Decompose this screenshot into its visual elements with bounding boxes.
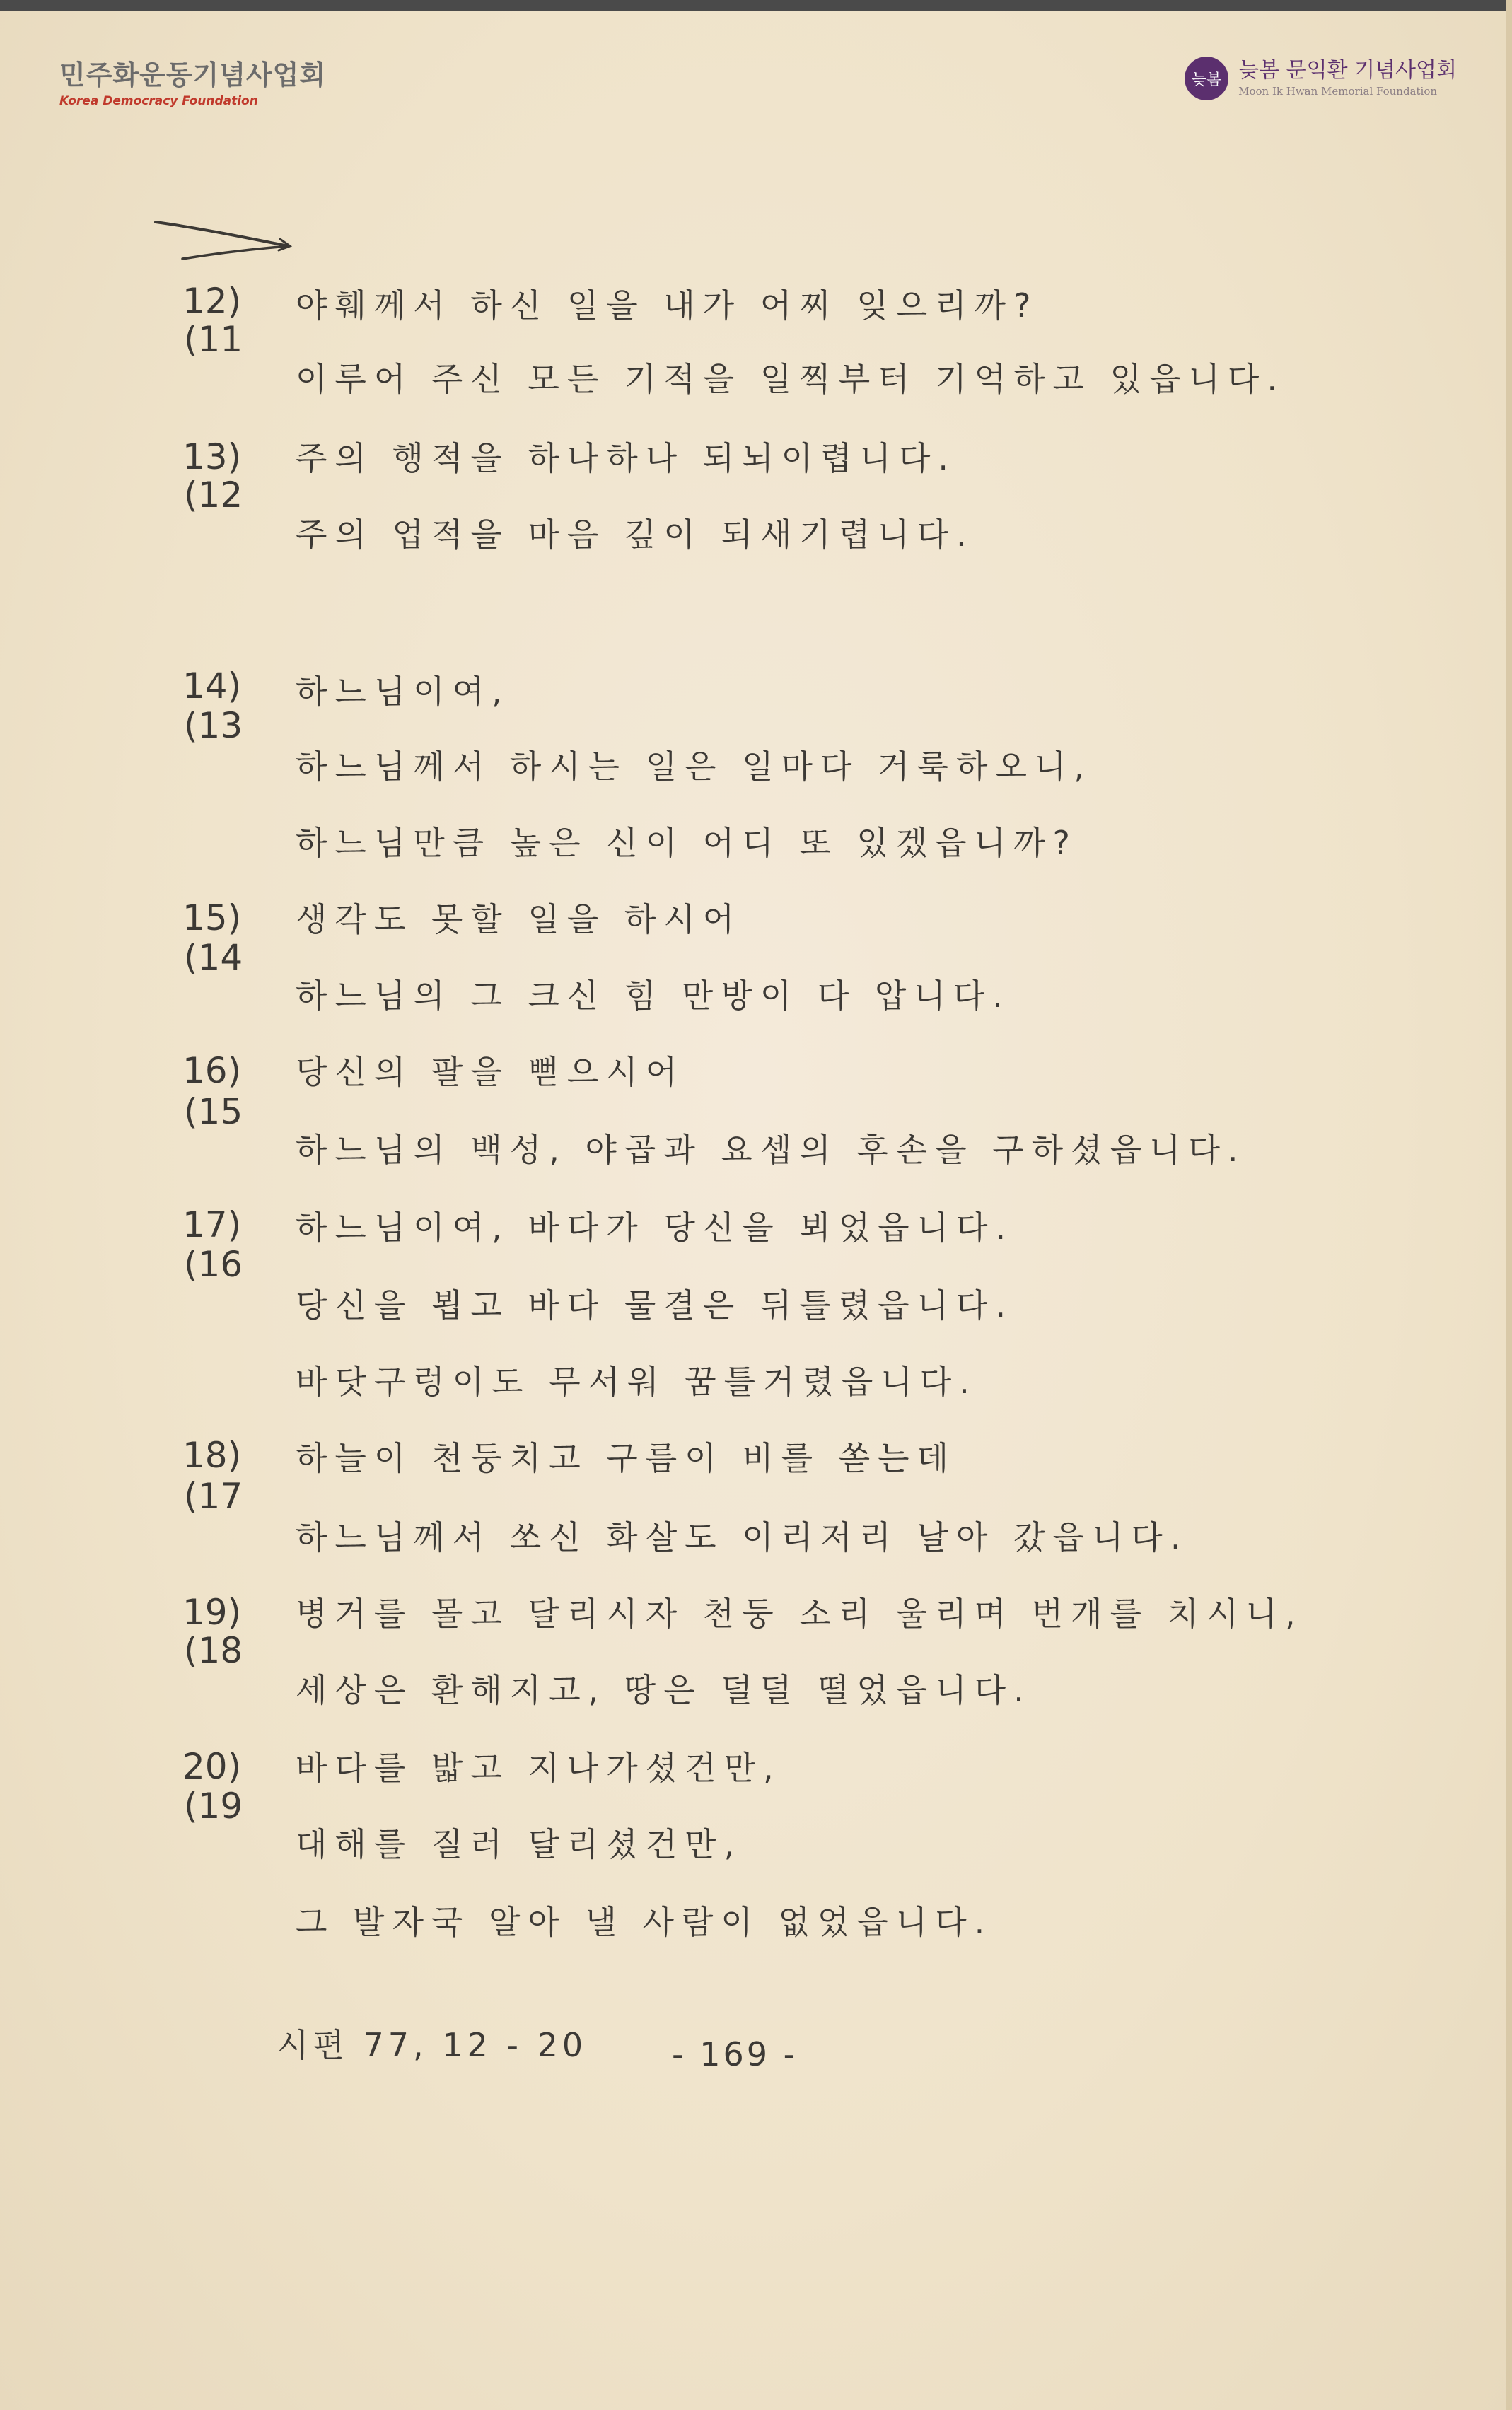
verse-line: 세상은 환해지고, 땅은 덜덜 떨었읍니다. bbox=[296, 1671, 1032, 1709]
verse-number-alt: (19 bbox=[184, 1786, 243, 1827]
verse-number: 15) bbox=[182, 897, 242, 938]
hand-drawn-arrow-icon bbox=[154, 212, 296, 262]
verse-number: 12) bbox=[182, 281, 242, 322]
left-logo-korean: 민주화운동기념사업회 bbox=[59, 59, 327, 91]
scan-top-edge bbox=[0, 0, 1512, 11]
verse-line: 야훼께서 하신 일을 내가 어찌 잊으리까? bbox=[296, 286, 1039, 325]
verse-number-alt: (14 bbox=[184, 937, 243, 978]
right-logo-korean: 늦봄 문익환 기념사업회 bbox=[1238, 58, 1457, 83]
verse-line: 당신을 뵙고 바다 물결은 뒤틀렸읍니다. bbox=[296, 1286, 1014, 1325]
verse-number-alt: (13 bbox=[184, 705, 243, 746]
verse-line: 병거를 몰고 달리시자 천둥 소리 울리며 번개를 치시니, bbox=[296, 1595, 1303, 1633]
verse-line: 하늘이 천둥치고 구름이 비를 쏟는데 bbox=[296, 1439, 957, 1477]
verse-line: 주의 업적을 마음 깊이 되새기렵니다. bbox=[296, 516, 975, 554]
korea-democracy-foundation-logo bbox=[59, 59, 326, 109]
verse-number-alt: (11 bbox=[184, 319, 243, 360]
verse-number-alt: (16 bbox=[184, 1244, 243, 1285]
verse-line: 하느님의 그 크신 힘 만방이 다 압니다. bbox=[296, 977, 1011, 1015]
moon-ik-hwan-foundation-logo bbox=[1185, 57, 1457, 100]
verse-line: 이루어 주신 모든 기적을 일찍부터 기억하고 있읍니다. bbox=[296, 360, 1285, 398]
verse-number: 19) bbox=[182, 1592, 242, 1633]
verse-number-alt: (15 bbox=[184, 1091, 243, 1132]
verse-line: 대해를 질러 달리셨건만, bbox=[296, 1825, 743, 1863]
verse-line: 하느님이여, 바다가 당신을 뵈었읍니다. bbox=[296, 1209, 1014, 1247]
verse-line: 하느님만큼 높은 신이 어디 또 있겠읍니까? bbox=[296, 824, 1078, 862]
page-number: - 169 - bbox=[672, 2035, 798, 2073]
verse-line: 하느님께서 하시는 일은 일마다 거룩하오니, bbox=[296, 747, 1092, 786]
left-logo-english: Korea Democracy Foundation bbox=[59, 94, 258, 108]
verse-number-alt: (17 bbox=[184, 1476, 243, 1517]
verse-number: 14) bbox=[182, 665, 242, 706]
verse-number-alt: (12 bbox=[184, 475, 243, 516]
verse-number: 17) bbox=[182, 1204, 242, 1245]
right-logo-english: Moon Ik Hwan Memorial Foundation bbox=[1238, 85, 1438, 98]
verse-line: 생각도 못할 일을 하시어 bbox=[296, 900, 743, 938]
verse-line: 주의 행적을 하나하나 되뇌이렵니다. bbox=[296, 439, 957, 477]
scripture-reference: 시편 77, 12 - 20 bbox=[277, 2026, 588, 2064]
verse-number: 18) bbox=[182, 1435, 242, 1476]
verse-line: 하느님께서 쏘신 화살도 이리저리 날아 갔읍니다. bbox=[296, 1518, 1189, 1556]
verse-line: 하느님이여, bbox=[296, 673, 510, 711]
verse-number: 16) bbox=[182, 1050, 242, 1091]
verse-number: 20) bbox=[182, 1746, 242, 1787]
verse-number: 13) bbox=[182, 436, 242, 477]
seal-icon: 늦봄 bbox=[1185, 57, 1228, 100]
verse-line: 바다를 밟고 지나가셨건만, bbox=[296, 1749, 781, 1787]
verse-line: 바닷구렁이도 무서워 꿈틀거렸읍니다. bbox=[296, 1363, 977, 1401]
verse-number-alt: (18 bbox=[184, 1630, 243, 1671]
verse-line: 그 발자국 알아 낼 사람이 없었읍니다. bbox=[296, 1903, 993, 1941]
verse-line: 당신의 팔을 뻗으시어 bbox=[296, 1053, 685, 1091]
scan-right-edge bbox=[1506, 0, 1512, 2410]
verse-line: 하느님의 백성, 야곱과 요셉의 후손을 구하셨읍니다. bbox=[296, 1131, 1246, 1169]
